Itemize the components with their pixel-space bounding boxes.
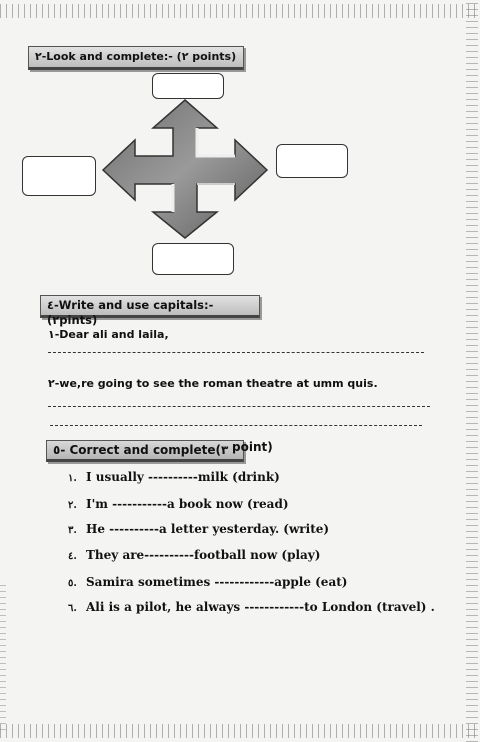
exercise-item: ٣. He ----------a letter yesterday. (write) [68,522,330,536]
writing-line-3[interactable] [50,425,422,426]
section-heading-correct-and-complete: ٥- Correct and complete(٣ [46,440,244,462]
writing-line-2[interactable] [48,406,430,407]
sentence-1: ١-Dear ali and laila, [48,328,169,341]
exercise-item: ٢. I'm -----------a book now (read) [68,497,289,511]
section-heading-write-capitals: ٤-Write and use capitals:-(٢pints) [40,295,260,318]
decorative-border-left [0,580,6,730]
answer-box-top[interactable] [152,73,224,99]
exercise-item: ٥. Samira sometimes ------------apple (eat) [68,575,348,589]
decorative-border-right [466,0,478,742]
section-heading-look-and-complete: ٢-Look and complete:- (٢ points) [28,46,244,70]
section-heading-tail: point) [232,440,273,454]
answer-box-right[interactable] [276,144,348,178]
decorative-border-top [0,4,480,18]
answer-box-bottom[interactable] [152,243,234,275]
writing-line-1[interactable] [48,352,424,353]
exercise-item: ١. I usually ----------milk (drink) [68,470,280,484]
four-way-arrow-icon [100,98,270,240]
answer-box-left[interactable] [22,156,96,196]
exercise-item: ٤. They are----------football now (play) [68,548,321,562]
exercise-item: ٦. Ali is a pilot, he always ------------to London (travel) . [68,600,435,614]
decorative-border-bottom [0,724,480,738]
sentence-2: ٢-we,re going to see the roman theatre at umm quis. [48,377,378,390]
